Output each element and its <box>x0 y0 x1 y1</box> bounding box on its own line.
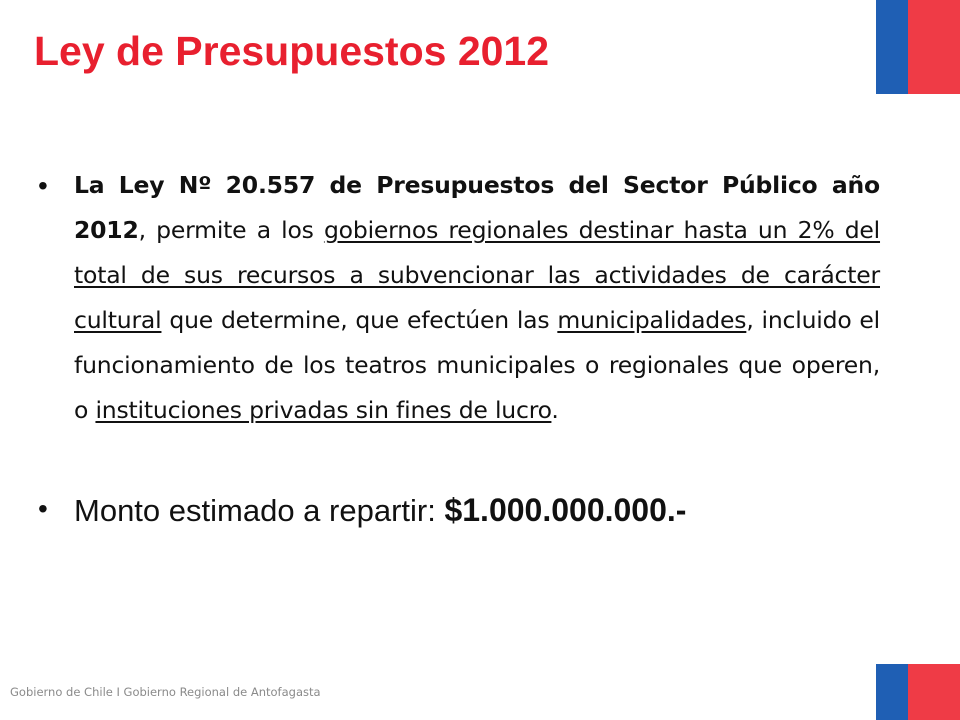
bullet-item-amount <box>34 490 880 531</box>
law-text: que determine, que efectúen las <box>161 306 558 334</box>
flag-blue-stripe <box>876 0 908 94</box>
law-text: . <box>551 396 559 424</box>
flag-blue-stripe <box>876 664 908 720</box>
flag-red-stripe <box>908 0 960 94</box>
law-text: , permite a los <box>138 216 324 244</box>
amount-value: $1.000.000.000.- <box>444 492 687 528</box>
underlined-gobiernos-regionales: gobiernos regionales destinar hasta un 2% del total de sus recursos a subvencionar las actividades de carácter cultural <box>74 216 881 334</box>
law-text: , incluido el funcionamiento de los teatros municipales o regionales que operen, o <box>74 306 880 424</box>
underlined-instituciones-privadas: instituciones privadas sin fines de lucro <box>95 396 552 424</box>
law-reference: La Ley Nº 20.557 de Presupuestos del Sector Público año 2012 <box>74 171 880 244</box>
underlined-municipalidades: municipalidades <box>557 306 747 334</box>
bullet-item-law <box>34 163 880 433</box>
slide-title: Ley de Presupuestos 2012 <box>34 28 550 74</box>
bullet-icon: • <box>38 493 48 524</box>
flag-logo-top <box>876 0 960 94</box>
bullet-list <box>34 163 880 531</box>
bullet-icon: • <box>38 170 48 201</box>
flag-logo-bottom <box>876 664 960 720</box>
footer-credit: Gobierno de Chile I Gobierno Regional de Antofagasta <box>10 685 321 699</box>
amount-label: Monto estimado a repartir: <box>74 493 445 528</box>
flag-red-stripe <box>908 664 960 720</box>
